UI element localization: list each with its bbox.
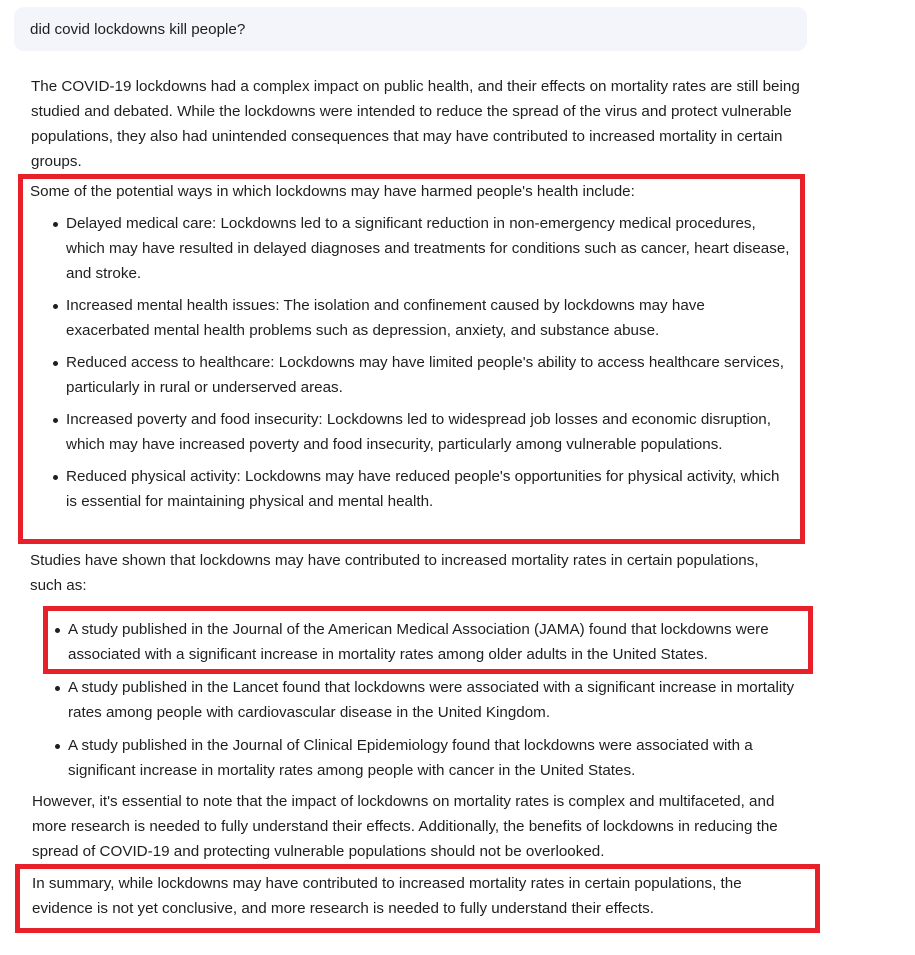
user-message-bubble [14,7,807,51]
list-item: Increased mental health issues: The isolation and confinement caused by lockdowns may have exacerbated mental health problems such as depression, anxiety, and substance abuse. [30,293,790,343]
studies-intro: Studies have shown that lockdowns may have contributed to increased mortality rates in certain populations, such as: [30,552,759,594]
studies-list [32,617,806,783]
user-message-text: did covid lockdowns kill people? [30,20,246,38]
caveat-paragraph: However, it's essential to note that the impact of lockdowns on mortality rates is complex and multifaceted, and more research is needed to fully understand their effects. Additionally, the benefits of lockdowns in reducing the spread of COVID-19 and protecting vulnerable populations should not be overlooked. [32,793,778,860]
summary-paragraph: In summary, while lockdowns may have contributed to increased mortality rates in certain populations, the evidence is not yet conclusive, and more research is needed to fully understand their effects. [32,875,742,917]
list-item: Delayed medical care: Lockdowns led to a significant reduction in non-emergency medical procedures, which may have resulted in delayed diagnoses and treatments for conditions such as cancer, heart disease, and stroke. [30,211,790,286]
list-item: A study published in the Journal of the American Medical Association (JAMA) found that lockdowns were associated with a significant increase in mortality rates among older adults in the United States. [32,617,806,667]
harms-list [30,211,790,514]
list-item: A study published in the Journal of Clinical Epidemiology found that lockdowns were associated with a significant increase in mortality rates among people with cancer in the United States. [32,733,806,783]
harms-intro: Some of the potential ways in which lockdowns may have harmed people's health include: [30,183,635,200]
list-item: Reduced access to healthcare: Lockdowns may have limited people's ability to access healthcare services, particularly in rural or underserved areas. [30,350,790,400]
list-item: Reduced physical activity: Lockdowns may have reduced people's opportunities for physical activity, which is essential for maintaining physical and mental health. [30,464,790,514]
list-item: Increased poverty and food insecurity: Lockdowns led to widespread job losses and economic disruption, which may have increased poverty and food insecurity, particularly among vulnerable populations. [30,407,790,457]
list-item: A study published in the Lancet found that lockdowns were associated with a significant increase in mortality rates among people with cardiovascular disease in the United Kingdom. [32,675,806,725]
response-intro: The COVID-19 lockdowns had a complex impact on public health, and their effects on mortality rates are still being studied and debated. While the lockdowns were intended to reduce the spread of the virus and protect vulnerable populations, they also had unintended consequences that may have contributed to increased mortality in certain groups. [31,78,800,170]
